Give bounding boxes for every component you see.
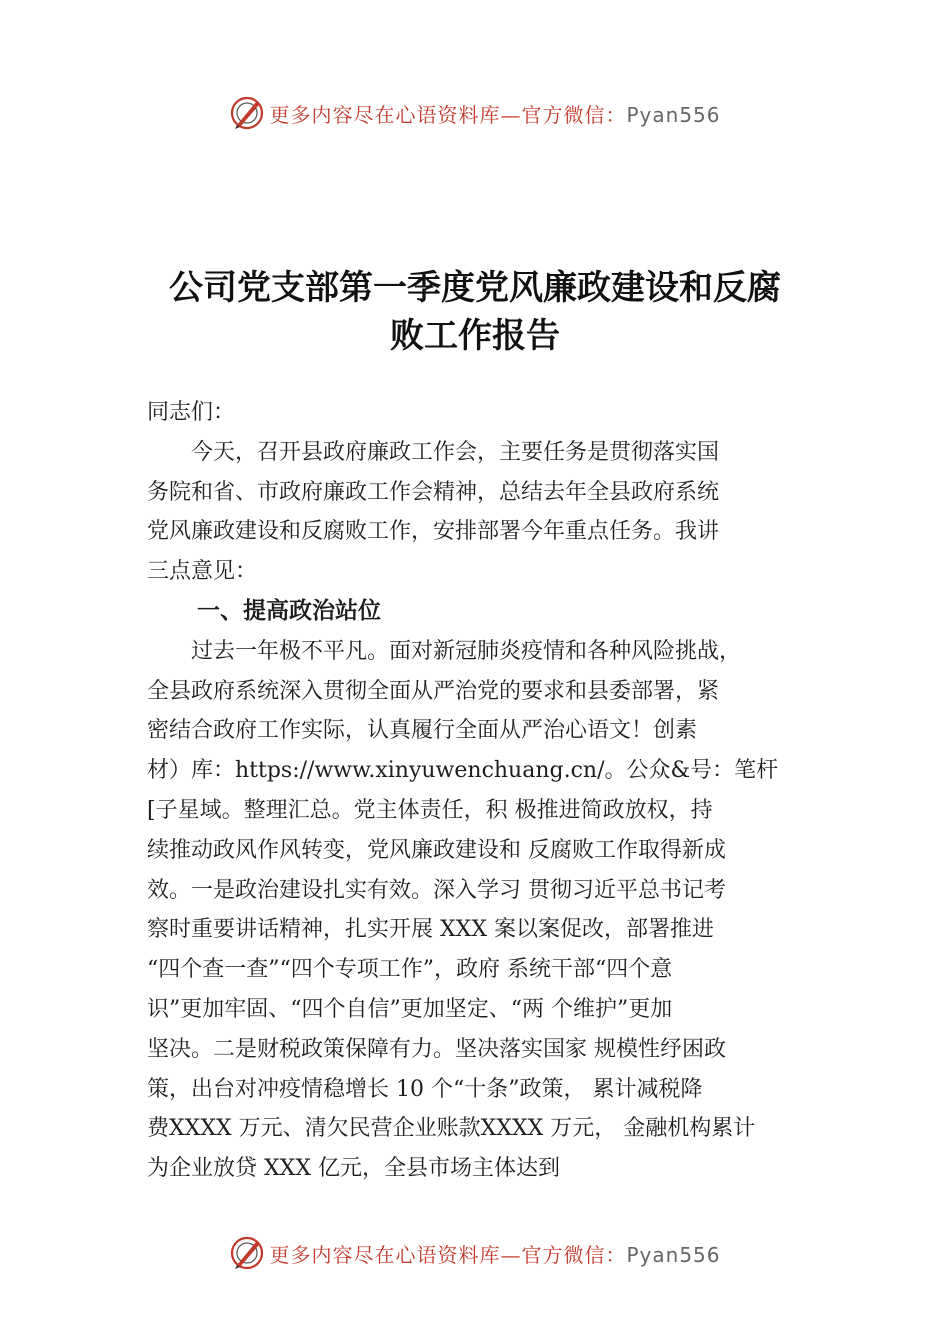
paragraph-line: 过去一年极不平凡。面对新冠肺炎疫情和各种风险挑战，	[147, 638, 742, 664]
paragraph-line: 为企业放贷 XXX 亿元，全县市场主体达到	[147, 1156, 560, 1182]
paragraph-line: “四个查一查”“四个专项工作”，政府 系统干部“四个意	[147, 957, 673, 983]
watermark-text: 更多内容尽在心语资料库—官方微信：Pyan556	[269, 102, 721, 127]
top-watermark-banner	[0, 93, 950, 133]
paragraph-line: 费XXXX 万元、清欠民营企业账款XXXX 万元， 金融机构累计	[147, 1116, 756, 1142]
paragraph-line: 三点意见：	[147, 559, 258, 585]
salutation: 同志们：	[147, 400, 236, 425]
paragraph-line: 密结合政府工作实际，认真履行全面从严治心语文！创素	[147, 718, 698, 744]
paragraph-line: 今天，召开县政府廉政工作会，主要任务是贯彻落实国	[147, 439, 720, 465]
paragraph-line: 续推动政风作风转变，党风廉政建设和 反腐败工作取得新成	[147, 837, 726, 863]
paragraph-line: 材）库：https://www.xinyuwenchuang.cn/。公众&号：笔杆	[147, 758, 779, 784]
title-line: 败工作报告	[390, 316, 560, 356]
title-line: 公司党支部第一季度党风廉政建设和反腐	[169, 268, 781, 308]
pen-logo-icon	[229, 95, 265, 131]
document-body	[147, 393, 837, 1189]
paragraph-line: [子星域。整理汇总。党主体责任，积 极推进简政放权，持	[147, 797, 713, 823]
paragraph-line: 察时重要讲话精神，扎实开展 XXX 案以案促改，部署推进	[147, 917, 714, 943]
paragraph-line: 坚决。二是财税政策保障有力。坚决落实国家 规模性纾困政	[147, 1036, 726, 1062]
paragraph-line: 全县政府系统深入贯彻全面从严治党的要求和县委部署，紧	[147, 678, 720, 704]
document-title	[0, 264, 950, 360]
bottom-watermark-banner	[0, 1233, 950, 1273]
paragraph-line: 识”更加牢固、“四个自信”更加坚定、“两 个维护”更加	[147, 996, 673, 1022]
watermark-text: 更多内容尽在心语资料库—官方微信：Pyan556	[269, 1242, 721, 1267]
wechat-id: Pyan556	[626, 1242, 721, 1267]
section-heading: 一、提高政治站位	[197, 597, 381, 624]
paragraph-line: 效。一是政治建设扎实有效。深入学习 贯彻习近平总书记考	[147, 877, 726, 903]
pen-logo-icon	[229, 1235, 265, 1271]
paragraph-line: 务院和省、市政府廉政工作会精神，总结去年全县政府系统	[147, 479, 720, 505]
paragraph-line: 党风廉政建设和反腐败工作，安排部署今年重点任务。我讲	[147, 519, 720, 545]
wechat-id: Pyan556	[626, 102, 721, 127]
paragraph-line: 策，出台对冲疫情稳增长 10 个“十条”政策， 累计减税降	[147, 1076, 703, 1102]
